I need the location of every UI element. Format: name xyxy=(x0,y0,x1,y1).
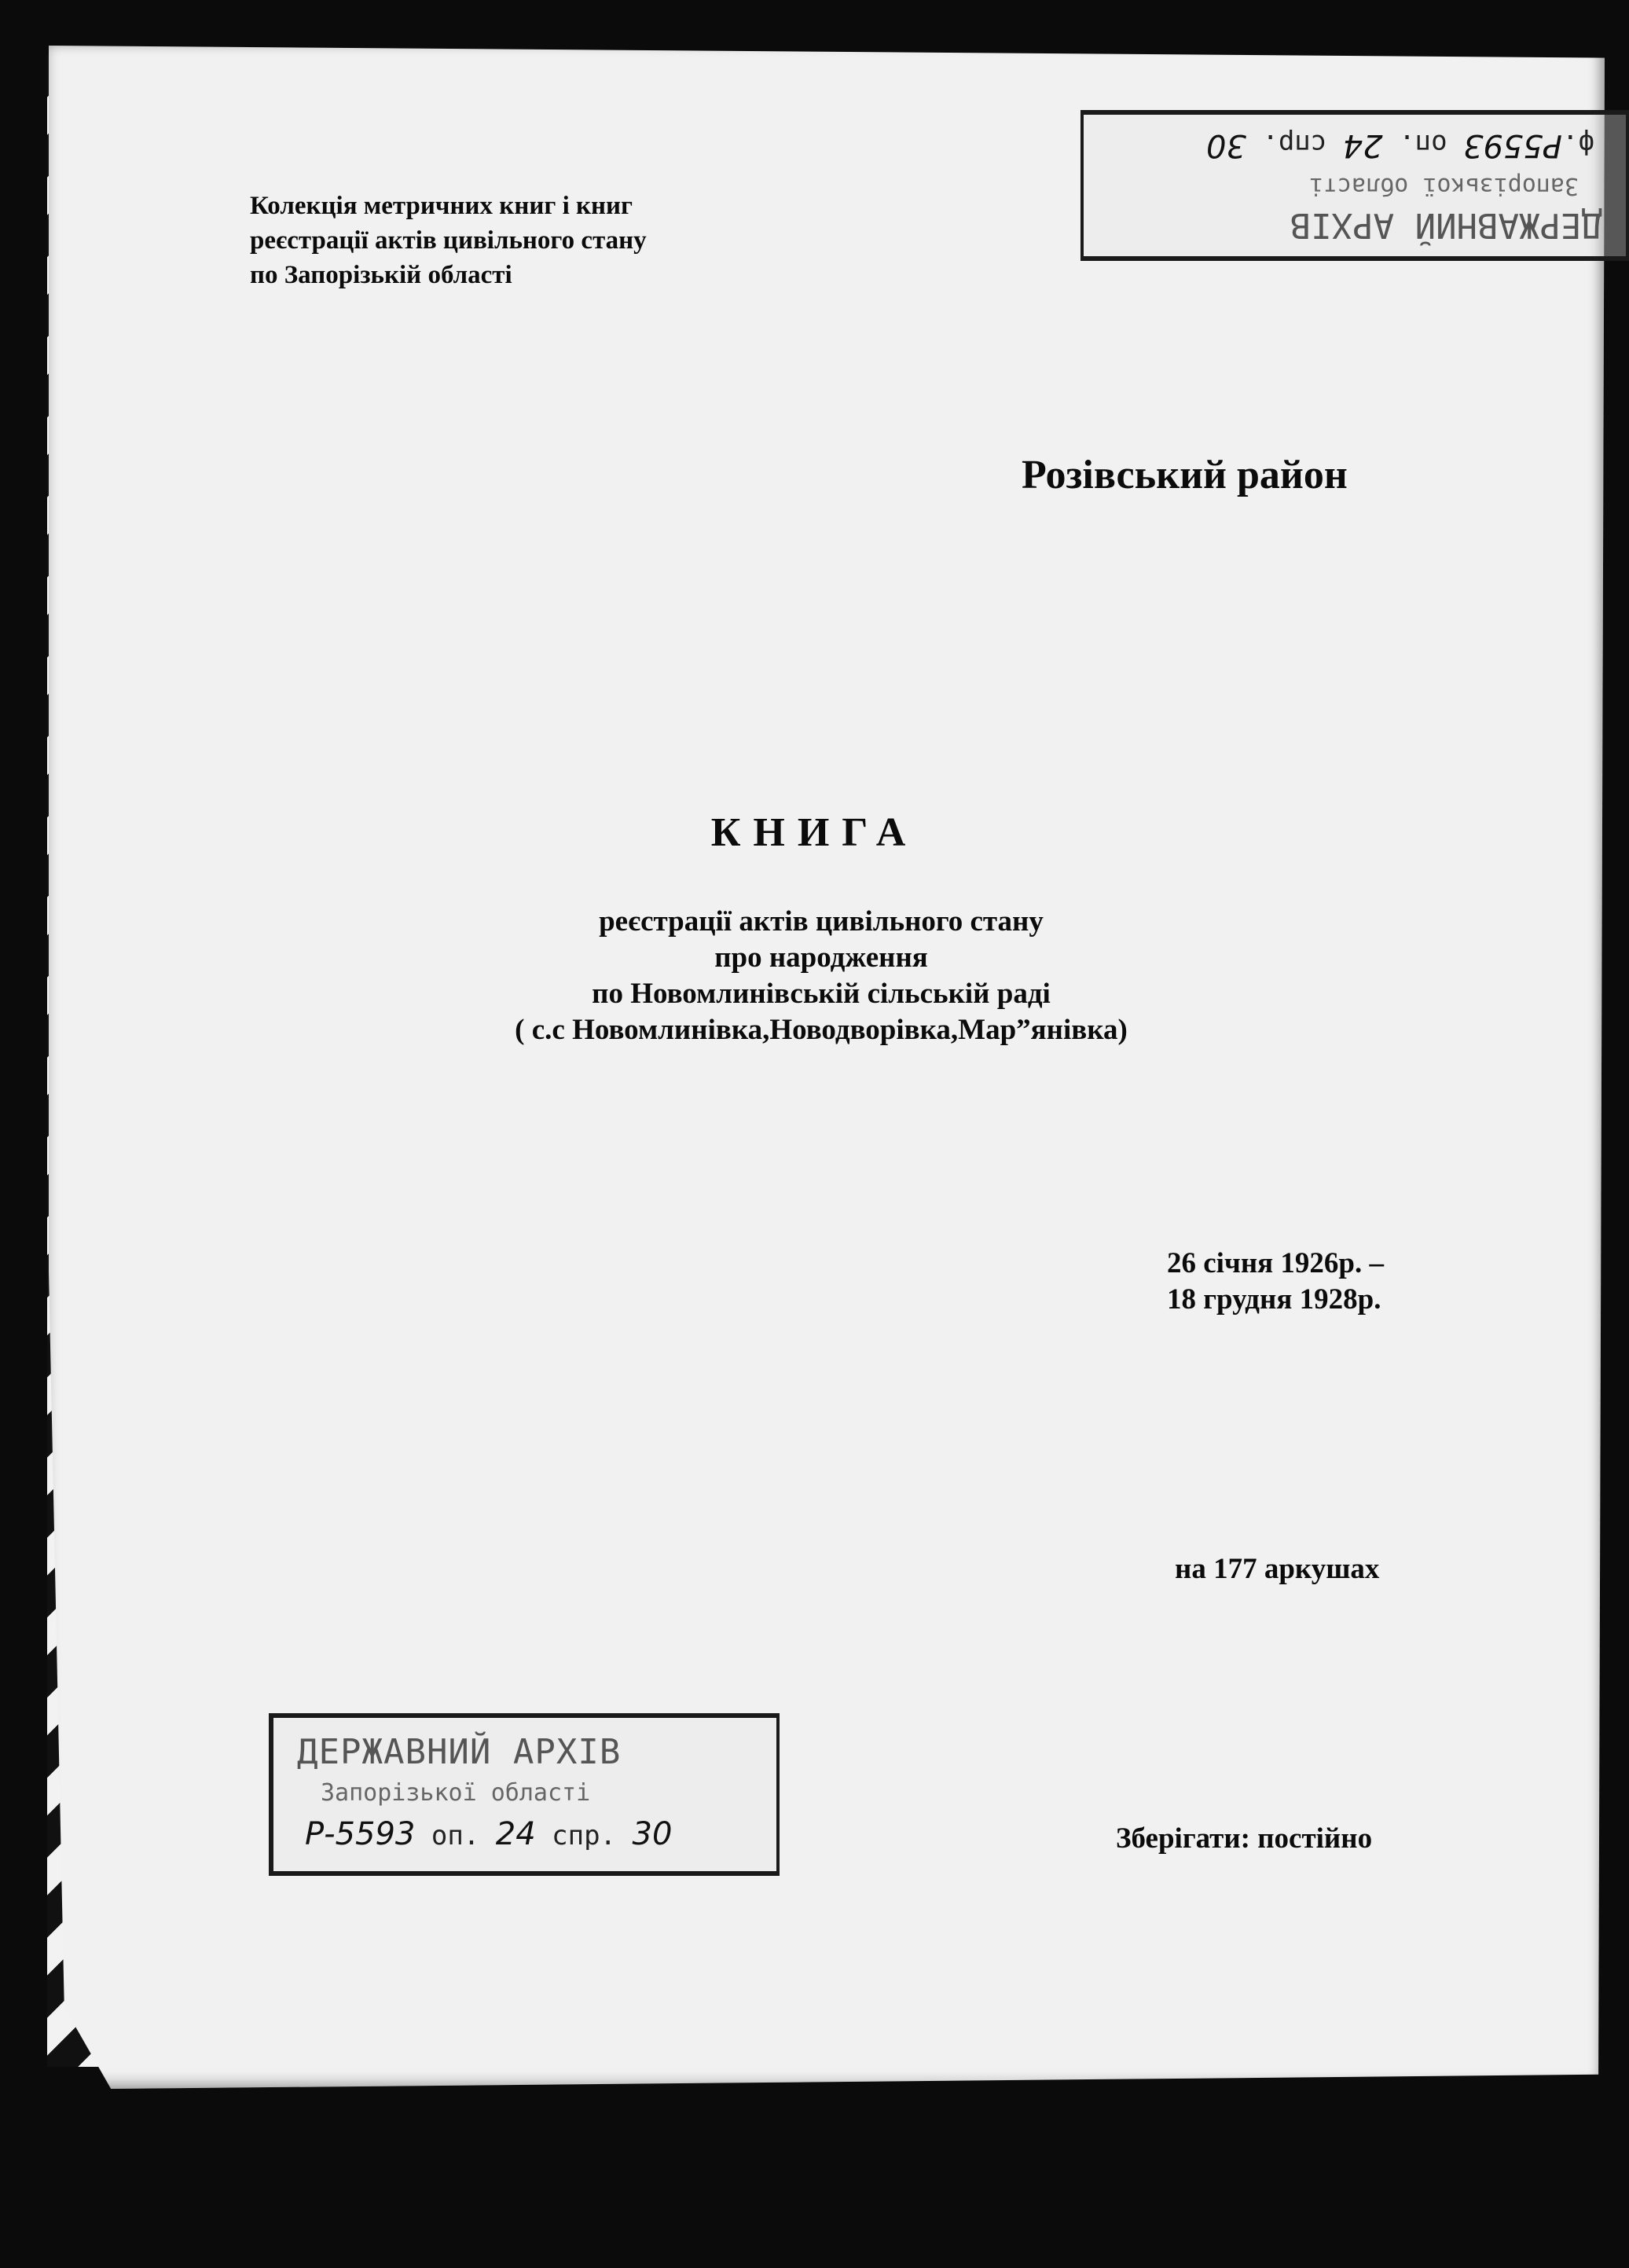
sheet-count-number: 177 xyxy=(1213,1553,1257,1585)
book-title: КНИГА xyxy=(710,810,919,855)
stamp-fond: Р-5593 xyxy=(305,1816,416,1852)
stamp-fond: Р5593 xyxy=(1463,127,1563,163)
district-name: Розівський район xyxy=(1022,453,1348,497)
sheet-count: на 177 аркушах xyxy=(1175,1553,1380,1585)
stamp-reference: ф.Р5593 оп. 24 спр. 30 xyxy=(1206,127,1594,163)
archive-stamp-top xyxy=(1080,110,1629,261)
date-end: 18 грудня 1928р. xyxy=(1167,1283,1381,1316)
stamp-region: Запорізької області xyxy=(1308,172,1579,200)
stamp-archive-name: ДЕРЖАВНИЙ АРХІВ xyxy=(1290,205,1602,245)
retention-note: Зберігати: постійно xyxy=(1116,1822,1373,1855)
book-subtitle: реєстрації актів цивільного стану про народження по Новомлинівській сільській раді ( с.с Новомлинівка,Новодворівка,Мар”янівка) xyxy=(515,905,1128,1046)
stamp-archive-name: ДЕРЖАВНИЙ АРХІВ xyxy=(297,1732,622,1772)
stamp-spr: 30 xyxy=(632,1816,673,1852)
date-range xyxy=(1167,1246,1384,1318)
collection-heading: Колекція метричних книг і книг реєстрації актів цивільного стану по Запорізькій області xyxy=(250,192,647,289)
archive-stamp-bottom xyxy=(269,1713,780,1876)
stamp-region: Запорізької області xyxy=(321,1779,591,1807)
stamp-spr: 30 xyxy=(1206,127,1246,163)
stamp-op: 24 xyxy=(495,1816,536,1852)
stamp-op: 24 xyxy=(1342,127,1383,163)
date-start: 26 січня 1926р. – xyxy=(1167,1247,1384,1279)
stamp-reference: Р-5593 оп. 24 спр. 30 xyxy=(305,1816,673,1852)
